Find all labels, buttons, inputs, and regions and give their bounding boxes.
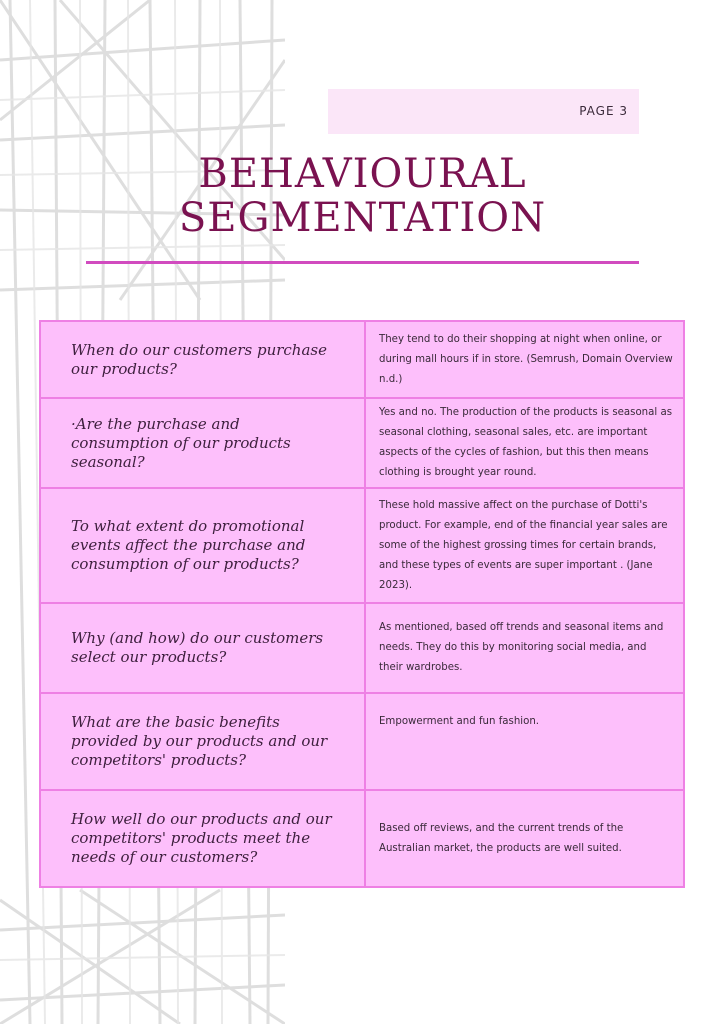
title-line-2: SEGMENTATION — [178, 195, 547, 241]
question-text: How well do our products and our competitors' products meet the needs of our customers? — [71, 810, 332, 866]
segmentation-table — [39, 320, 685, 888]
table-row — [40, 693, 684, 790]
table-row — [40, 398, 684, 488]
question-cell — [40, 488, 365, 603]
page-title — [85, 152, 640, 240]
page-number: PAGE 3 — [579, 104, 628, 118]
table-row — [40, 790, 684, 887]
question-cell — [40, 603, 365, 693]
title-line-1: BEHAVIOURAL — [198, 151, 527, 197]
question-text: To what extent do promotional events affect the purchase and consumption of our products? — [71, 517, 306, 573]
question-text: When do our customers purchase our products? — [71, 340, 327, 378]
table-row — [40, 603, 684, 693]
question-text: ·Are the purchase and consumption of our products seasonal? — [71, 414, 291, 471]
question-cell — [40, 790, 365, 887]
question-text: Why (and how) do our customers select our products? — [71, 629, 324, 666]
answer-cell — [365, 693, 684, 790]
answer-text: Yes and no. The production of the products is seasonal as seasonal clothing, seasonal sales, etc. are important aspects of the cycles of fashion, but this then means clothing is brought year round. — [379, 407, 672, 478]
answer-cell — [365, 603, 684, 693]
answer-text: Based off reviews, and the current trends of the Australian market, the products are well suited. — [379, 822, 624, 854]
question-text: What are the basic benefits provided by our products and our competitors' products? — [71, 713, 328, 769]
answer-text: Empowerment and fun fashion. — [379, 716, 540, 727]
question-cell — [40, 321, 365, 398]
answer-cell — [365, 398, 684, 488]
table-row — [40, 488, 684, 603]
answer-cell — [365, 321, 684, 398]
answer-cell — [365, 790, 684, 887]
table-row — [40, 321, 684, 398]
answer-cell — [365, 488, 684, 603]
answer-text: As mentioned, based off trends and seasonal items and needs. They do this by monitoring social media, and their wardrobes. — [379, 622, 664, 673]
title-underline — [86, 261, 639, 264]
answer-text: They tend to do their shopping at night when online, or during mall hours if in store. (Semrush, Domain Overview n.d.) — [379, 333, 673, 385]
question-cell — [40, 398, 365, 488]
page-number-tag — [328, 89, 639, 134]
question-cell — [40, 693, 365, 790]
answer-text: These hold massive affect on the purchase of Dotti's product. For example, end of the financial year sales are some of the highest grossing times for certain brands, and these types of events are super important . (Jane 2023). — [379, 499, 668, 591]
